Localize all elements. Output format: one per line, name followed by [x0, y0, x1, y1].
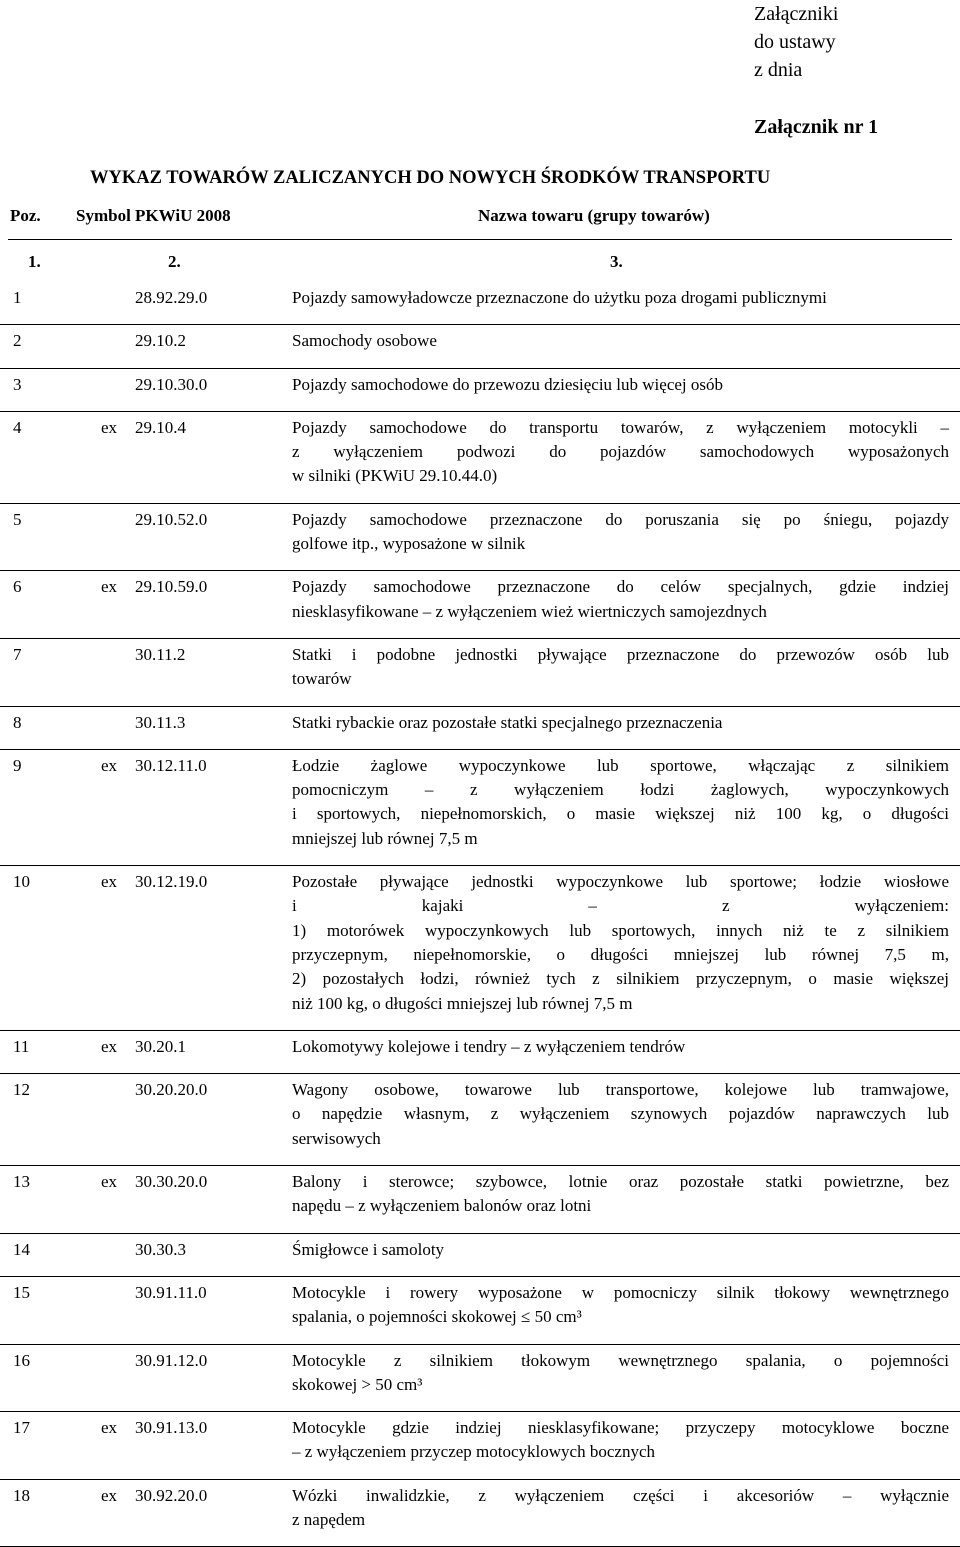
table-row [0, 1074, 960, 1166]
row-position: 18 [13, 1485, 30, 1505]
row-pkwiu-symbol: 30.92.20.0 [135, 1485, 208, 1505]
row-goods-name-line: 2) pozostałych łodzi, również tych z silnikiem przyczepnym, o masie większej [292, 969, 949, 989]
row-goods-name [292, 1412, 949, 1479]
table-row [0, 1234, 960, 1277]
table-row [0, 866, 960, 1031]
row-goods-name-line: – z wyłączeniem przyczep motocyklowych bocznych [292, 1442, 655, 1462]
row-pkwiu-symbol: 30.30.20.0 [135, 1172, 208, 1192]
table-row [0, 1031, 960, 1074]
attachments-line-1: Załączniki [754, 3, 839, 25]
row-goods-name-line: Pozostałe pływające jednostki wypoczynkowe lub sportowe; łodzie wiosłowe [292, 872, 949, 892]
row-ex-marker: ex [101, 1485, 118, 1505]
row-position: 17 [13, 1418, 30, 1438]
attachments-line-3: z dnia [754, 59, 803, 81]
row-ex-marker: ex [101, 1418, 118, 1438]
row-goods-name-line: 1) motorówek wypoczynkowych lub sportowych, innych niż te z silnikiem [292, 920, 949, 940]
table-row [0, 1412, 960, 1480]
table-row [0, 1480, 960, 1547]
row-goods-name-line: towarów [292, 669, 352, 689]
row-position: 8 [13, 712, 22, 732]
row-goods-name-line: Wózki inwalidzkie, z wyłączeniem części i akcesoriów – wyłącznie [292, 1485, 949, 1505]
column-number-1: 1. [28, 252, 41, 271]
table-row [0, 504, 960, 572]
table-header-row [0, 200, 960, 236]
row-goods-name [292, 1031, 949, 1073]
row-goods-name-line: Samochody osobowe [292, 331, 437, 351]
table-row [0, 1345, 960, 1413]
header-divider [8, 239, 952, 240]
row-position: 13 [13, 1172, 30, 1192]
table-row [0, 750, 960, 866]
row-goods-name [292, 1074, 949, 1165]
row-goods-name [292, 369, 949, 411]
row-goods-name-line: w silniki (PKWiU 29.10.44.0) [292, 466, 498, 486]
table-row [0, 1277, 960, 1345]
row-goods-name-line: Statki i podobne jednostki pływające przeznaczone do przewozów osób lub [292, 644, 949, 664]
row-pkwiu-symbol: 29.10.59.0 [135, 577, 208, 597]
goods-table-body [0, 282, 960, 1547]
row-goods-name-line: i kajaki – z wyłączeniem: [292, 896, 949, 916]
row-goods-name [292, 325, 949, 367]
row-goods-name [292, 571, 949, 638]
row-position: 10 [13, 872, 30, 892]
header-symbol: Symbol PKWiU 2008 [76, 206, 231, 225]
table-row [0, 369, 960, 412]
row-ex-marker: ex [101, 1036, 118, 1056]
row-goods-name [292, 1480, 949, 1547]
row-pkwiu-symbol: 29.10.52.0 [135, 509, 208, 529]
row-goods-name [292, 707, 949, 749]
row-pkwiu-symbol: 30.12.11.0 [135, 755, 207, 775]
row-position: 14 [13, 1239, 30, 1259]
row-goods-name [292, 750, 949, 865]
row-position: 3 [13, 374, 22, 394]
row-pkwiu-symbol: 30.20.20.0 [135, 1080, 208, 1100]
row-goods-name-line: niesklasyfikowane – z wyłączeniem wież wiertniczych samojezdnych [292, 601, 767, 621]
row-goods-name [292, 282, 949, 324]
row-goods-name-line: z napędem [292, 1509, 366, 1529]
row-pkwiu-symbol: 30.30.3 [135, 1239, 186, 1259]
row-pkwiu-symbol: 30.20.1 [135, 1036, 186, 1056]
header-poz: Poz. [10, 206, 41, 225]
row-goods-name-line: skokowej > 50 cm³ [292, 1374, 423, 1394]
row-goods-name-line: Balony i sterowce; szybowce, lotnie oraz pozostałe statki powietrzne, bez [292, 1172, 949, 1192]
table-row [0, 412, 960, 504]
row-ex-marker: ex [101, 417, 118, 437]
row-pkwiu-symbol: 29.10.2 [135, 331, 186, 351]
row-position: 15 [13, 1282, 30, 1302]
row-pkwiu-symbol: 30.12.19.0 [135, 872, 208, 892]
row-goods-name-line: Motocykle i rowery wyposażone w pomocniczy silnik tłokowy wewnętrznego [292, 1282, 949, 1302]
row-goods-name-line: Pojazdy samowyładowcze przeznaczone do użytku poza drogami publicznymi [292, 288, 827, 307]
row-goods-name [292, 412, 949, 503]
row-pkwiu-symbol: 29.10.30.0 [135, 374, 208, 394]
row-goods-name-line: Śmigłowce i samoloty [292, 1239, 445, 1259]
row-position: 9 [13, 755, 22, 775]
row-goods-name-line: z wyłączeniem podwozi do pojazdów samochodowych wyposażonych [292, 442, 949, 462]
row-goods-name-line: golfowe itp., wyposażone w silnik [292, 534, 526, 554]
table-row [0, 1166, 960, 1234]
row-ex-marker: ex [101, 872, 118, 892]
row-ex-marker: ex [101, 577, 118, 597]
row-goods-name [292, 1345, 949, 1412]
row-ex-marker: ex [101, 1172, 118, 1192]
row-goods-name-line: Motocykle z silnikiem tłokowym wewnętrznego spalania, o pojemności [292, 1350, 949, 1370]
row-goods-name [292, 866, 949, 1030]
row-pkwiu-symbol: 30.91.12.0 [135, 1350, 208, 1370]
row-goods-name-line: i sportowych, niepełnomorskich, o masie większej niż 100 kg, o długości [292, 804, 949, 824]
row-goods-name-line: Pojazdy samochodowe przeznaczone do celów specjalnych, gdzie indziej [292, 577, 949, 597]
row-position: 16 [13, 1350, 30, 1370]
row-pkwiu-symbol: 28.92.29.0 [135, 288, 208, 307]
attachments-line-2: do ustawy [754, 31, 836, 53]
column-number-3: 3. [610, 252, 623, 271]
row-position: 1 [13, 288, 22, 307]
row-goods-name-line: napędu – z wyłączeniem balonów oraz lotni [292, 1196, 592, 1216]
document-title: WYKAZ TOWARÓW ZALICZANYCH DO NOWYCH ŚRODKÓW TRANSPORTU [90, 168, 771, 188]
column-numbers-row [0, 242, 960, 282]
row-pkwiu-symbol: 30.11.3 [135, 712, 186, 732]
row-goods-name-line: Pojazdy samochodowe przeznaczone do poruszania się po śniegu, pojazdy [292, 509, 949, 529]
row-position: 4 [13, 417, 22, 437]
row-goods-name-line: Wagony osobowe, towarowe lub transportowe, kolejowe lub tramwajowe, [292, 1080, 949, 1100]
column-number-2: 2. [168, 252, 181, 271]
header-name: Nazwa towaru (grupy towarów) [478, 206, 710, 225]
row-goods-name-line: mniejszej lub równej 7,5 m [292, 828, 478, 848]
row-goods-name-line: Motocykle gdzie indziej niesklasyfikowane; przyczepy motocyklowe boczne [292, 1418, 949, 1438]
table-row [0, 707, 960, 750]
row-goods-name-line: Statki rybackie oraz pozostałe statki specjalnego przeznaczenia [292, 712, 723, 732]
row-goods-name-line: przyczepnym, niepełnomorskie, o długości mniejszej lub równej 7,5 m, [292, 944, 949, 964]
row-position: 11 [13, 1036, 30, 1056]
table-row [0, 282, 960, 325]
table-row [0, 639, 960, 707]
table-row [0, 325, 960, 368]
row-goods-name-line: Łodzie żaglowe wypoczynkowe lub sportowe, włączając z silnikiem [292, 755, 949, 775]
row-position: 2 [13, 331, 22, 351]
row-pkwiu-symbol: 30.91.13.0 [135, 1418, 208, 1438]
row-ex-marker: ex [101, 755, 118, 775]
annex-number: Załącznik nr 1 [754, 116, 879, 138]
row-pkwiu-symbol: 30.11.2 [135, 644, 186, 664]
row-goods-name-line: niż 100 kg, o długości mniejszej lub równej 7,5 m [292, 993, 633, 1013]
row-goods-name [292, 1234, 949, 1276]
row-goods-name-line: spalania, o pojemności skokowej ≤ 50 cm³ [292, 1307, 582, 1327]
row-goods-name-line: serwisowych [292, 1128, 381, 1148]
table-row [0, 571, 960, 639]
row-position: 12 [13, 1080, 30, 1100]
row-goods-name [292, 504, 949, 571]
row-position: 7 [13, 644, 22, 664]
row-goods-name-line: o napędzie własnym, z wyłączeniem szynowych pojazdów naprawczych lub [292, 1104, 949, 1124]
row-goods-name [292, 1166, 949, 1233]
row-goods-name-line: Pojazdy samochodowe do przewozu dziesięciu lub więcej osób [292, 374, 724, 394]
attachments-note [754, 0, 838, 84]
row-goods-name-line: pomocniczym – z wyłączeniem łodzi żaglowych, wypoczynkowych [292, 780, 949, 800]
row-position: 5 [13, 509, 22, 529]
row-goods-name [292, 1277, 949, 1344]
row-goods-name-line: Lokomotywy kolejowe i tendry – z wyłączeniem tendrów [292, 1036, 686, 1056]
row-goods-name [292, 639, 949, 706]
row-position: 6 [13, 577, 22, 597]
row-goods-name-line: Pojazdy samochodowe do transportu towarów, z wyłączeniem motocykli – [292, 417, 949, 437]
row-pkwiu-symbol: 30.91.11.0 [135, 1282, 207, 1302]
row-pkwiu-symbol: 29.10.4 [135, 417, 186, 437]
